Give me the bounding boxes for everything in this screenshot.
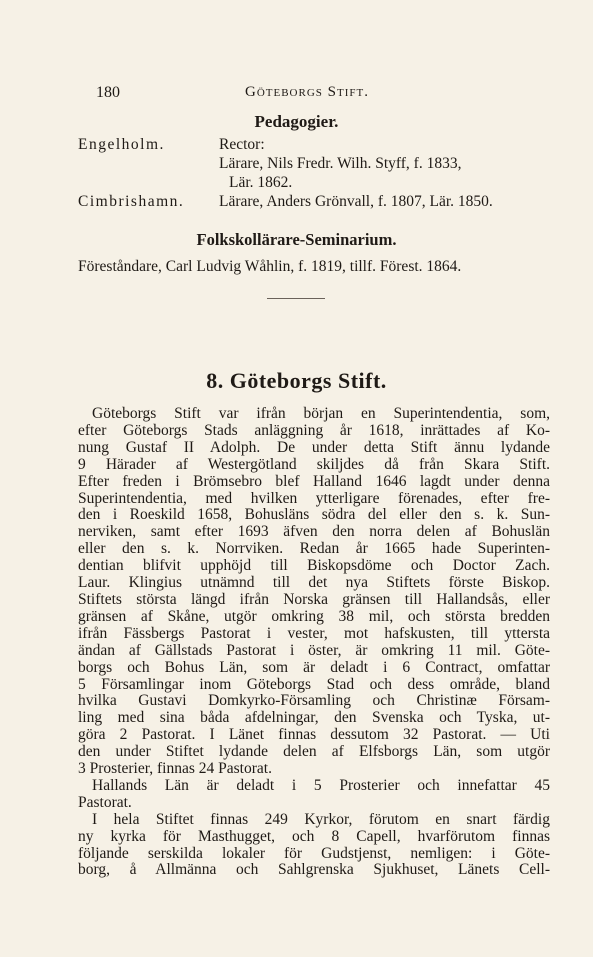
- entry-place: Engelholm.: [78, 136, 165, 153]
- body-line: 9 Härader af Westergötland skiljdes då från Skara Stift.: [78, 455, 550, 473]
- body-line: ändan af Gällstads Pastorat i öster, är omkring 11 mil. Göte-: [78, 641, 550, 659]
- entry-cimbrishamn: [78, 193, 558, 212]
- body-line: Pastorat.: [78, 793, 132, 811]
- body-line: borgs och Bohus Län, som är deladt i 6 Contract, omfattar: [78, 658, 550, 676]
- entry-place: Cimbrishamn.: [78, 193, 185, 210]
- page-number: 180: [96, 84, 120, 101]
- body-line: Laur. Klingius utnämnd till det nya Stiftets förste Biskop.: [78, 574, 550, 592]
- entry-line: Rector:: [219, 136, 265, 153]
- body-line: göra 2 Pastorat. I Länet finnas dessutom 32 Pastorat. — Uti: [78, 726, 550, 744]
- entry-line: Lär. 1862.: [229, 174, 293, 191]
- body-line: Superintendentia, med hvilken ytterligare förenades, efter fre-: [78, 489, 550, 507]
- body-line: borg, å Allmänna och Sahlgrenska Sjukhuset, Länets Cell-: [78, 861, 550, 879]
- seminarium-line: Föreståndare, Carl Ludvig Wåhlin, f. 1819, tillf. Förest. 1864.: [78, 258, 462, 275]
- body-line: ifrån Fässbergs Pastorat i vester, mot hafskusten, till yttersta: [78, 624, 550, 642]
- section-divider: [267, 298, 325, 299]
- body-line: dentian blifvit upphöjd till Biskopsdöme och Doctor Zach.: [78, 557, 550, 575]
- pedagogier-heading: Pedagogier.: [254, 112, 339, 131]
- running-header: [0, 84, 593, 108]
- body-line: nerviken, samt efter 1693 äfven den norra delen af Bohuslän: [78, 523, 550, 541]
- seminarium-heading: Folkskollärare-Seminarium.: [196, 230, 397, 249]
- body-line: den i Roeskild 1658, Bohusläns södra del eller den s. k. Sun-: [78, 506, 550, 524]
- body-line: Stiftets största längd ifrån Norska gränsen till Hallandsås, eller: [78, 590, 550, 608]
- pedagogier-entries: [78, 136, 558, 212]
- body-text: [78, 406, 550, 879]
- entry-line: Lärare, Anders Grönvall, f. 1807, Lär. 1850.: [219, 193, 493, 210]
- running-title: Göteborgs Stift.: [245, 84, 369, 100]
- body-line: 5 Församlingar inom Göteborgs Stad och dess område, bland: [78, 675, 550, 693]
- body-line: den under Stiftet lydande delen af Elfsborgs Län, som utgör: [78, 743, 550, 761]
- body-line: I hela Stiftet finnas 249 Kyrkor, förutom en snart färdig: [92, 810, 550, 828]
- chapter-heading: 8. Göteborgs Stift.: [206, 368, 387, 393]
- body-line: ny kyrka för Masthugget, och 8 Capell, hvarförutom finnas: [78, 827, 550, 845]
- body-line: nung Gustaf II Adolph. De under detta Stift ännu lydande: [78, 438, 550, 456]
- body-line: gränsen af Skåne, utgör omkring 38 mil, och största bredden: [78, 607, 550, 625]
- body-line: hvilka Gustavi Domkyrko-Församling och Christinæ Försam-: [78, 692, 550, 710]
- body-line: 3 Prosterier, finnas 24 Pastorat.: [78, 760, 272, 778]
- body-line: Efter freden i Brömsebro blef Halland 1646 lagdt under denna: [78, 472, 550, 490]
- entry-line: Lärare, Nils Fredr. Wilh. Styff, f. 1833,: [219, 155, 462, 172]
- body-line: följande serskilda lokaler för Gudstjenst, nemligen: i Göte-: [78, 844, 550, 862]
- body-line: ling med sina båda afdelningar, den Svenska och Tyska, ut-: [78, 709, 550, 727]
- body-line: eller den s. k. Norrviken. Redan år 1665 hade Superinten-: [78, 540, 550, 558]
- body-line: efter Göteborgs Stads anläggning år 1618, inrättades af Ko-: [78, 421, 550, 439]
- body-line: Hallands Län är deladt i 5 Prosterier och innefattar 45: [92, 776, 550, 794]
- entry-engelholm: [78, 136, 558, 193]
- body-line: Göteborgs Stift var ifrån början en Superintendentia, som,: [92, 405, 550, 422]
